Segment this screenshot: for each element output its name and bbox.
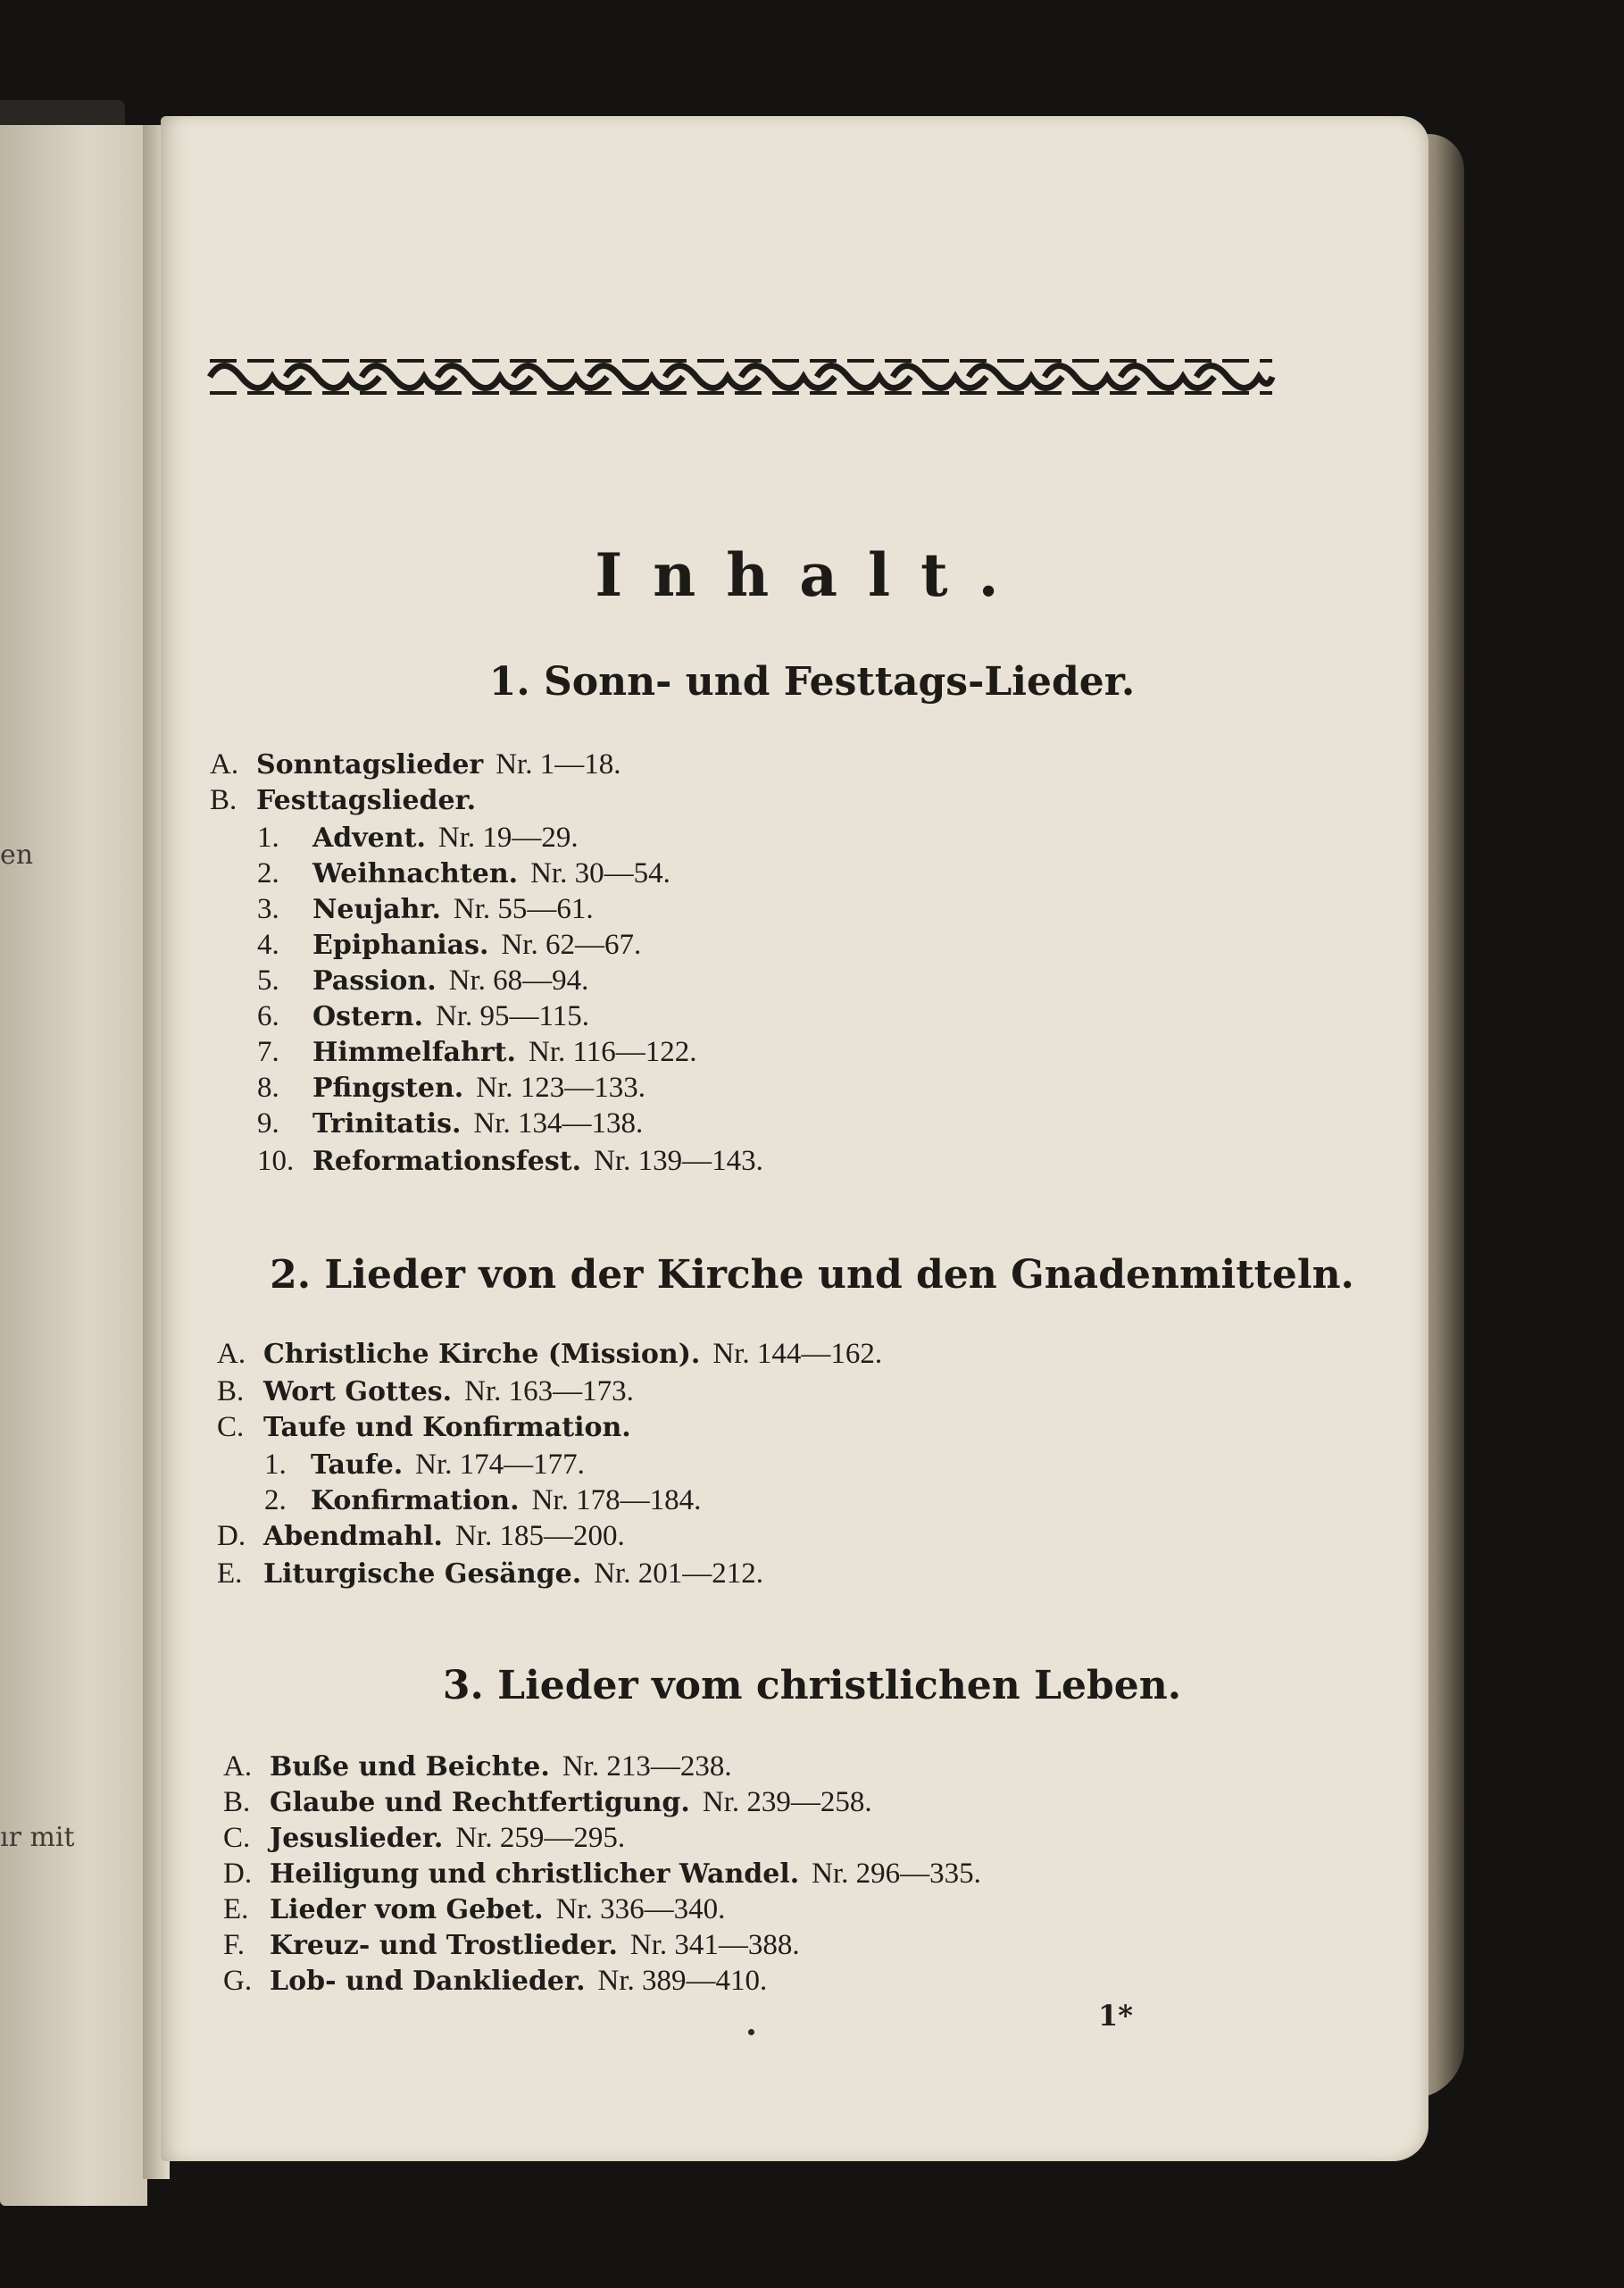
entry-label: 7. xyxy=(257,1036,279,1068)
toc-entry xyxy=(257,1072,645,1105)
entry-name: Himmelfahrt. xyxy=(312,1037,516,1068)
entry-number: Nr. 139—143. xyxy=(594,1145,763,1177)
entry-name: Festtagslieder. xyxy=(256,785,477,816)
toc-entry xyxy=(257,1000,589,1033)
left-page-fragment: en xyxy=(0,839,34,871)
ornament-border xyxy=(205,350,1277,404)
entry-name: Liturgische Gesänge. xyxy=(263,1558,582,1590)
entry-label: 8. xyxy=(257,1072,279,1104)
toc-entry xyxy=(257,1107,643,1140)
toc-entry xyxy=(210,784,488,817)
left-page xyxy=(0,125,147,2206)
entry-label: B. xyxy=(217,1375,245,1407)
toc-entry xyxy=(223,1786,872,1819)
entry-name: Christliche Kirche (Mission). xyxy=(263,1339,701,1370)
entry-number: Nr. 30—54. xyxy=(530,857,670,889)
toc-entry xyxy=(217,1338,882,1371)
toc-entry xyxy=(257,929,641,962)
entry-number: Nr. 213—238. xyxy=(562,1750,732,1783)
entry-number: Nr. 178—184. xyxy=(531,1484,702,1516)
entry-name: Heiligung und christlicher Wandel. xyxy=(270,1858,800,1890)
entry-number: Nr. 239—258. xyxy=(702,1786,872,1818)
toc-entry xyxy=(264,1484,701,1517)
toc-entry xyxy=(257,964,588,998)
entry-name: Trinitatis. xyxy=(312,1108,462,1140)
entry-label: 3. xyxy=(257,893,279,925)
toc-entry xyxy=(223,1965,767,1998)
entry-label: D. xyxy=(217,1520,246,1552)
entry-name: Taufe und Konfirmation. xyxy=(263,1412,631,1443)
toc-entry xyxy=(223,1822,625,1855)
entry-name: Lob- und Danklieder. xyxy=(270,1966,586,1997)
entry-label: 6. xyxy=(257,1000,279,1032)
entry-number: Nr. 163—173. xyxy=(464,1375,634,1407)
entry-number: Nr. 389—410. xyxy=(597,1965,768,1997)
entry-number: Nr. 95—115. xyxy=(436,1000,590,1032)
entry-name: Lieder vom Gebet. xyxy=(270,1894,544,1925)
toc-entry xyxy=(223,1750,732,1783)
entry-name: Neujahr. xyxy=(312,894,441,925)
entry-number: Nr. 185—200. xyxy=(454,1520,625,1552)
page-number: 1* xyxy=(1098,1999,1133,2033)
entry-name: Kreuz- und Trostlieder. xyxy=(270,1930,618,1961)
entry-number: Nr. 341—388. xyxy=(629,1929,800,1961)
entry-name: Reformationsfest. xyxy=(312,1146,582,1177)
toc-entry xyxy=(217,1375,634,1408)
entry-name: Weihnachten. xyxy=(312,858,519,889)
toc-entry xyxy=(264,1449,585,1482)
toc-entry xyxy=(257,1036,697,1069)
entry-label: C. xyxy=(223,1822,251,1854)
entry-label: B. xyxy=(210,784,237,816)
toc-entry xyxy=(217,1411,644,1444)
entry-number: Nr. 123—133. xyxy=(476,1072,645,1104)
entry-name: Epiphanias. xyxy=(312,930,489,961)
toc-entry xyxy=(223,1893,725,1926)
entry-label: 1. xyxy=(257,822,279,854)
entry-number: Nr. 1—18. xyxy=(496,748,621,781)
page-title: Inhalt. xyxy=(595,540,1029,610)
entry-number: Nr. 55—61. xyxy=(453,893,594,925)
entry-name: Wort Gottes. xyxy=(263,1376,453,1407)
entry-number: Nr. 174—177. xyxy=(415,1449,585,1481)
left-page-fragment: ır mit xyxy=(0,1822,75,1853)
entry-name: Advent. xyxy=(312,823,426,854)
toc-entry xyxy=(223,1858,981,1891)
entry-name: Sonntagslieder xyxy=(256,749,484,781)
entry-name: Abendmahl. xyxy=(263,1521,443,1552)
toc-entry xyxy=(257,893,594,926)
entry-name: Buße und Beichte. xyxy=(270,1751,550,1783)
entry-number: Nr. 116—122. xyxy=(528,1036,697,1068)
toc-entry xyxy=(257,822,579,855)
section-heading-2: 2. Lieder von der Kirche und den Gnadenmitteln. xyxy=(270,1252,1354,1298)
entry-number: Nr. 62—67. xyxy=(501,929,642,961)
entry-label: 2. xyxy=(264,1484,287,1516)
entry-label: A. xyxy=(217,1338,246,1370)
entry-label: D. xyxy=(223,1858,253,1890)
toc-entry xyxy=(257,1145,763,1178)
entry-name: Jesuslieder. xyxy=(270,1823,444,1854)
entry-name: Konfirmation. xyxy=(311,1485,520,1516)
entry-label: 9. xyxy=(257,1107,279,1140)
entry-label: 5. xyxy=(257,964,279,997)
entry-label: G. xyxy=(223,1965,253,1997)
entry-label: 4. xyxy=(257,929,279,961)
entry-number: Nr. 296—335. xyxy=(812,1858,981,1890)
toc-entry xyxy=(223,1929,800,1962)
toc-entry xyxy=(217,1557,763,1591)
entry-label: C. xyxy=(217,1411,245,1443)
entry-number: Nr. 336—340. xyxy=(555,1893,726,1925)
entry-label: B. xyxy=(223,1786,251,1818)
section-heading-1: 1. Sonn- und Festtags-Lieder. xyxy=(488,659,1136,705)
entry-number: Nr. 201—212. xyxy=(594,1557,763,1590)
entry-label: E. xyxy=(223,1893,249,1925)
entry-name: Ostern. xyxy=(312,1001,424,1032)
toc-entry xyxy=(257,857,670,890)
entry-number: Nr. 144—162. xyxy=(712,1338,883,1370)
entry-name: Glaube und Rechtfertigung. xyxy=(270,1787,690,1818)
entry-number: Nr. 68—94. xyxy=(448,964,589,997)
entry-number: Nr. 134—138. xyxy=(473,1107,644,1140)
entry-label: 2. xyxy=(257,857,279,889)
entry-label: E. xyxy=(217,1557,243,1590)
entry-label: A. xyxy=(210,748,239,781)
entry-label: A. xyxy=(223,1750,253,1783)
entry-name: Taufe. xyxy=(311,1449,404,1481)
ink-dot xyxy=(748,2029,754,2035)
toc-entry xyxy=(210,748,620,781)
toc-entry xyxy=(217,1520,625,1553)
entry-number: Nr. 19—29. xyxy=(437,822,579,854)
entry-label: 1. xyxy=(264,1449,287,1481)
entry-name: Passion. xyxy=(312,965,437,997)
entry-label: 10. xyxy=(257,1145,295,1177)
entry-label: F. xyxy=(223,1929,245,1961)
entry-name: Pfingsten. xyxy=(312,1073,464,1104)
section-heading-3: 3. Lieder vom christlichen Leben. xyxy=(442,1663,1182,1708)
entry-number: Nr. 259—295. xyxy=(455,1822,626,1854)
